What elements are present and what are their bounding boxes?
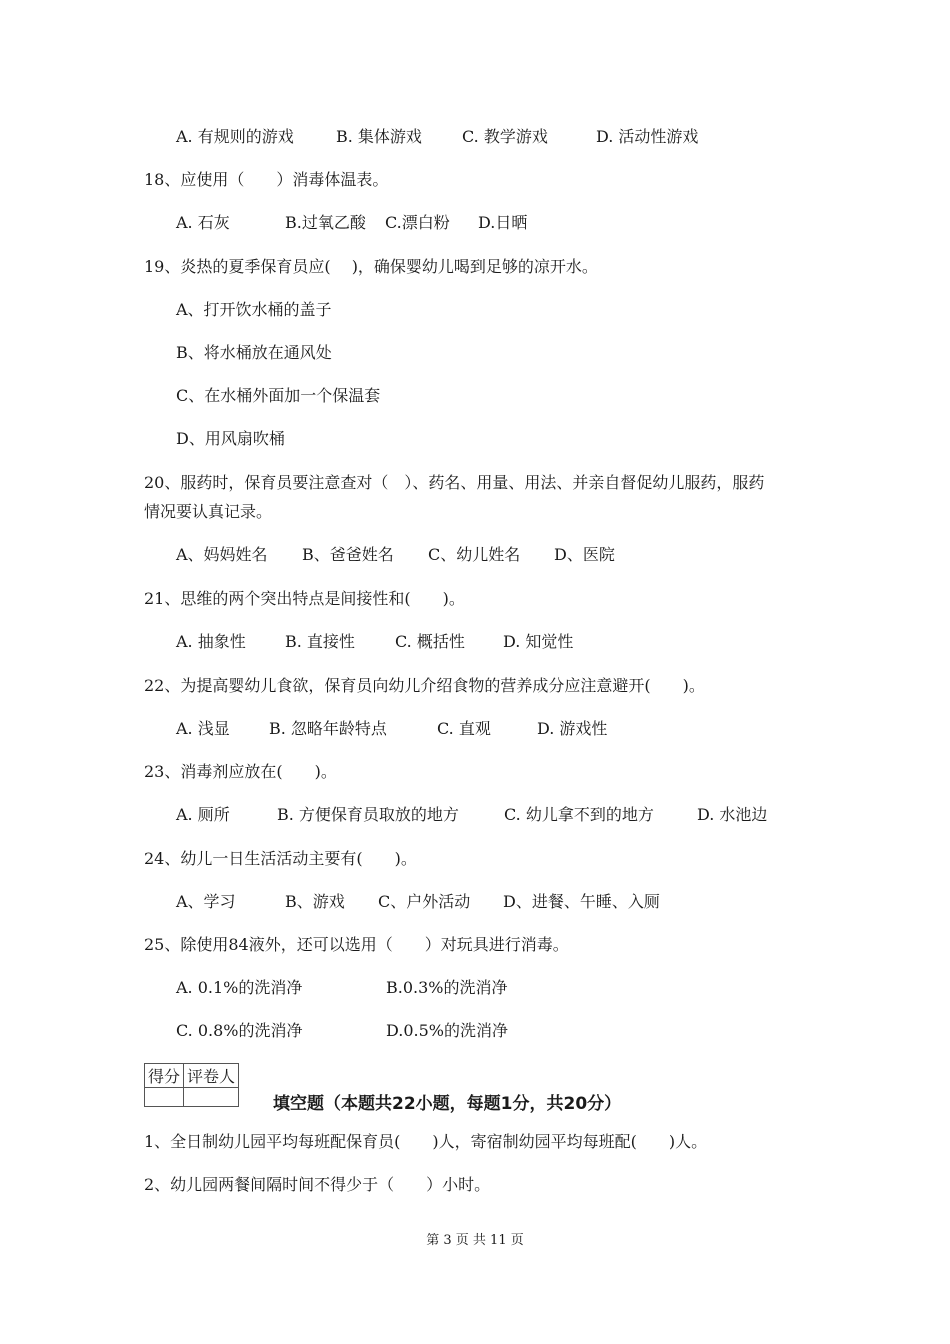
fill-question-2: 2、幼儿园两餐间隔时间不得少于（ ）小时。 [144, 1175, 491, 1194]
question-25: 25、除使用84液外，还可以选用（ ）对玩具进行消毒。 [144, 935, 569, 954]
q24-option-d: D、进餐、午睡、入厕 [503, 892, 660, 911]
q22-option-b: B. 忽略年龄特点 [269, 719, 387, 738]
q21-option-b: B. 直接性 [285, 632, 355, 651]
q25-option-a: A. 0.1%的洗消净 [176, 978, 303, 997]
grader-label: 评卷人 [184, 1064, 239, 1088]
q19-option-c: C、在水桶外面加一个保温套 [176, 386, 381, 405]
q20-option-d: D、医院 [554, 545, 615, 564]
page-footer: 第 3 页 共 11 页 [426, 1233, 524, 1248]
q25-option-b: B.0.3%的洗消净 [386, 978, 508, 997]
question-24: 24、幼儿一日生活活动主要有( )。 [144, 849, 417, 868]
q21-option-d: D. 知觉性 [503, 632, 574, 651]
q20-option-c: C、幼儿姓名 [428, 545, 521, 564]
score-cell [145, 1088, 184, 1107]
q22-option-c: C. 直观 [437, 719, 491, 738]
q17-option-c: C. 教学游戏 [462, 127, 548, 146]
q22-option-d: D. 游戏性 [537, 719, 608, 738]
q21-option-c: C. 概括性 [395, 632, 465, 651]
q25-option-c: C. 0.8%的洗消净 [176, 1021, 303, 1040]
q19-option-a: A、打开饮水桶的盖子 [176, 300, 332, 319]
q25-option-d: D.0.5%的洗消净 [386, 1021, 508, 1040]
q19-option-d: D、用风扇吹桶 [176, 429, 285, 448]
question-21: 21、思维的两个突出特点是间接性和( )。 [144, 589, 465, 608]
fill-question-1: 1、全日制幼儿园平均每班配保育员( )人，寄宿制幼园平均每班配( )人。 [144, 1132, 708, 1151]
q17-option-b: B. 集体游戏 [336, 127, 422, 146]
score-box [144, 1063, 239, 1107]
q18-option-a: A. 石灰 [176, 213, 230, 232]
q24-option-b: B、游戏 [285, 892, 345, 911]
q24-option-c: C、户外活动 [378, 892, 471, 911]
q19-option-b: B、将水桶放在通风处 [176, 343, 332, 362]
section-title: 填空题（本题共22小题，每题1分，共20分） [273, 1094, 622, 1114]
grader-cell [184, 1088, 239, 1107]
question-23: 23、消毒剂应放在( )。 [144, 762, 337, 781]
q23-option-d: D. 水池边 [697, 805, 768, 824]
q23-option-b: B. 方便保育员取放的地方 [277, 805, 459, 824]
question-22: 22、为提高婴幼儿食欲，保育员向幼儿介绍食物的营养成分应注意避开( )。 [144, 676, 705, 695]
q23-option-a: A. 厕所 [176, 805, 230, 824]
question-18: 18、应使用（ ）消毒体温表。 [144, 170, 389, 189]
q20-option-b: B、爸爸姓名 [302, 545, 394, 564]
question-20-line1: 20、服药时，保育员要注意查对（ ）、药名、用量、用法、并亲自督促幼儿服药，服药 [144, 473, 765, 492]
q22-option-a: A. 浅显 [176, 719, 230, 738]
q24-option-a: A、学习 [176, 892, 236, 911]
q17-option-d: D. 活动性游戏 [596, 127, 699, 146]
q21-option-a: A. 抽象性 [176, 632, 246, 651]
q17-option-a: A. 有规则的游戏 [176, 127, 294, 146]
q18-option-c: C.漂白粉 [385, 213, 450, 232]
question-20-line2: 情况要认真记录。 [144, 502, 273, 521]
q23-option-c: C. 幼儿拿不到的地方 [504, 805, 654, 824]
score-label: 得分 [145, 1064, 184, 1088]
q20-option-a: A、妈妈姓名 [176, 545, 268, 564]
q18-option-d: D.日晒 [478, 213, 528, 232]
q18-option-b: B.过氧乙酸 [285, 213, 366, 232]
question-19: 19、炎热的夏季保育员应( )，确保婴幼儿喝到足够的凉开水。 [144, 257, 598, 276]
